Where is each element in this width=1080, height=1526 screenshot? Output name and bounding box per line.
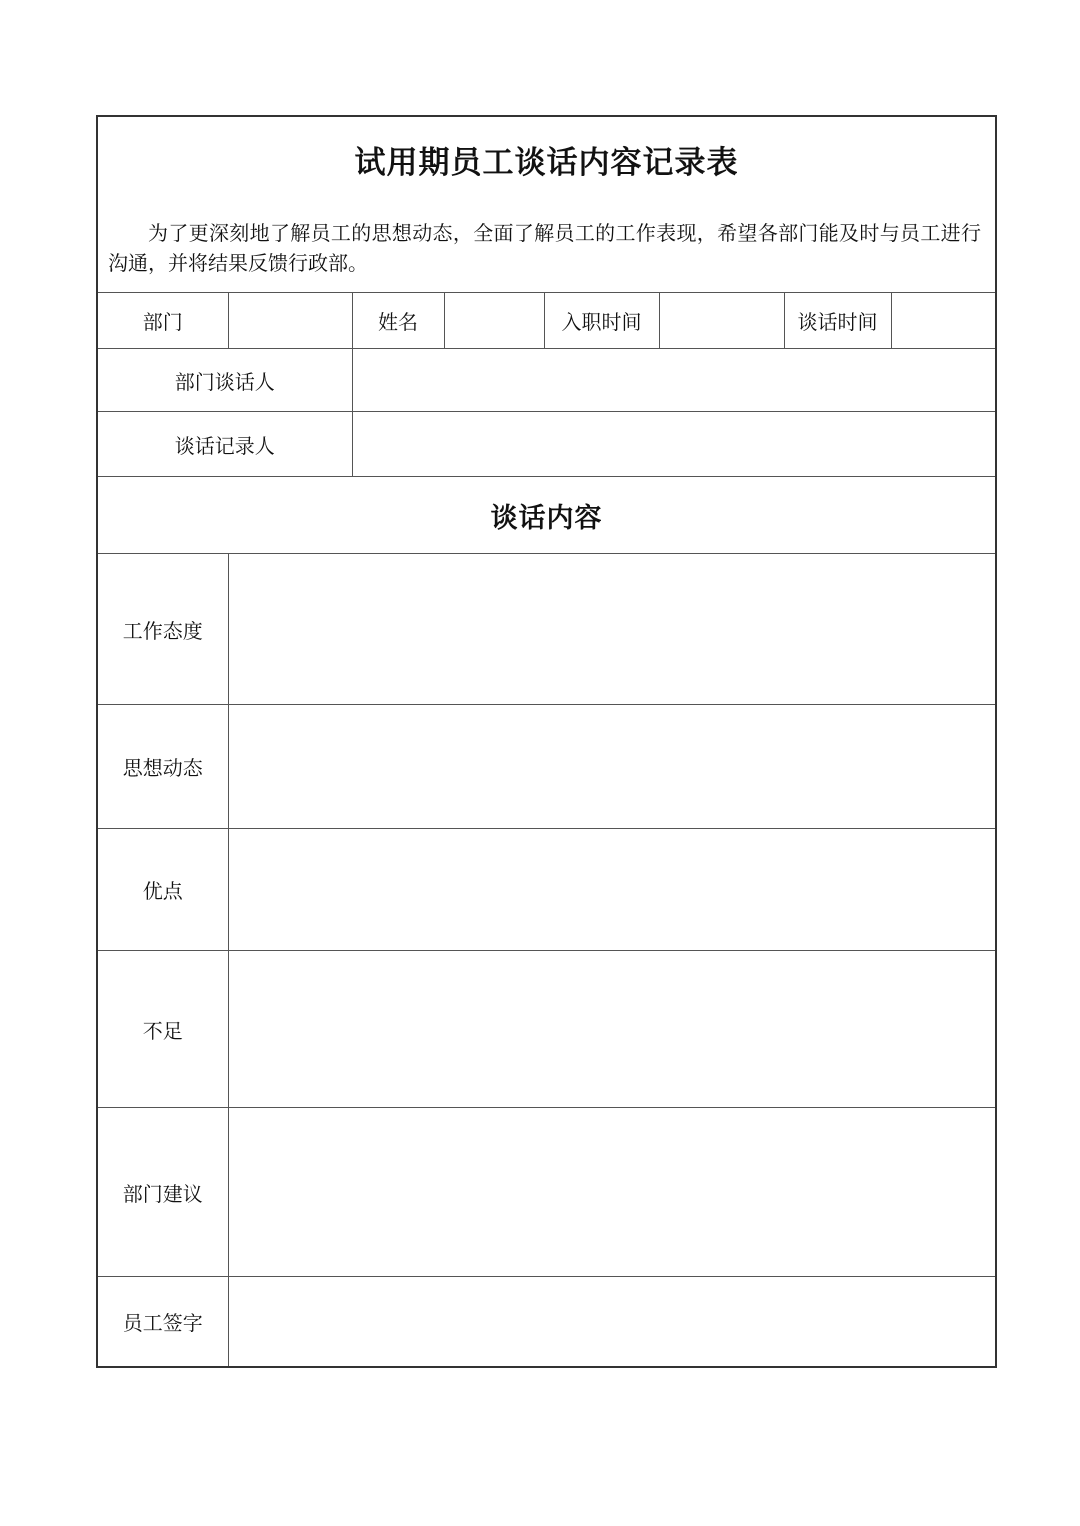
section-title: 谈话内容	[98, 477, 995, 554]
work-attitude-label: 工作态度	[98, 554, 228, 705]
interviewer-field[interactable]	[352, 349, 995, 412]
employee-signature-field[interactable]	[228, 1277, 995, 1366]
recorder-field[interactable]	[352, 412, 995, 477]
name-label: 姓名	[352, 293, 444, 349]
dept-suggestion-label: 部门建议	[98, 1108, 228, 1277]
strengths-label: 优点	[98, 829, 228, 951]
recorder-label: 谈话记录人	[98, 412, 352, 477]
talk-date-label: 谈话时间	[784, 293, 891, 349]
department-label: 部门	[98, 293, 228, 349]
dept-suggestion-field[interactable]	[228, 1108, 995, 1277]
form-table	[98, 117, 995, 1366]
work-attitude-field[interactable]	[228, 554, 995, 705]
talk-date-field[interactable]	[891, 293, 995, 349]
form-title: 试用期员工谈话内容记录表	[354, 145, 739, 181]
hire-date-label: 入职时间	[544, 293, 659, 349]
interviewer-label: 部门谈话人	[98, 349, 352, 412]
weaknesses-field[interactable]	[228, 951, 995, 1108]
mindset-label: 思想动态	[98, 705, 228, 829]
hire-date-field[interactable]	[659, 293, 784, 349]
form-intro: 为了更深刻地了解员工的思想动态，全面了解员工的工作表现，希望各部门能及时与员工进行沟通，并将结果反馈行政部。	[108, 221, 981, 275]
header-cell	[98, 117, 995, 293]
talk-record-form	[96, 115, 997, 1368]
mindset-field[interactable]	[228, 705, 995, 829]
weaknesses-label: 不足	[98, 951, 228, 1108]
employee-signature-label: 员工签字	[98, 1277, 228, 1366]
name-field[interactable]	[444, 293, 544, 349]
strengths-field[interactable]	[228, 829, 995, 951]
department-field[interactable]	[228, 293, 352, 349]
